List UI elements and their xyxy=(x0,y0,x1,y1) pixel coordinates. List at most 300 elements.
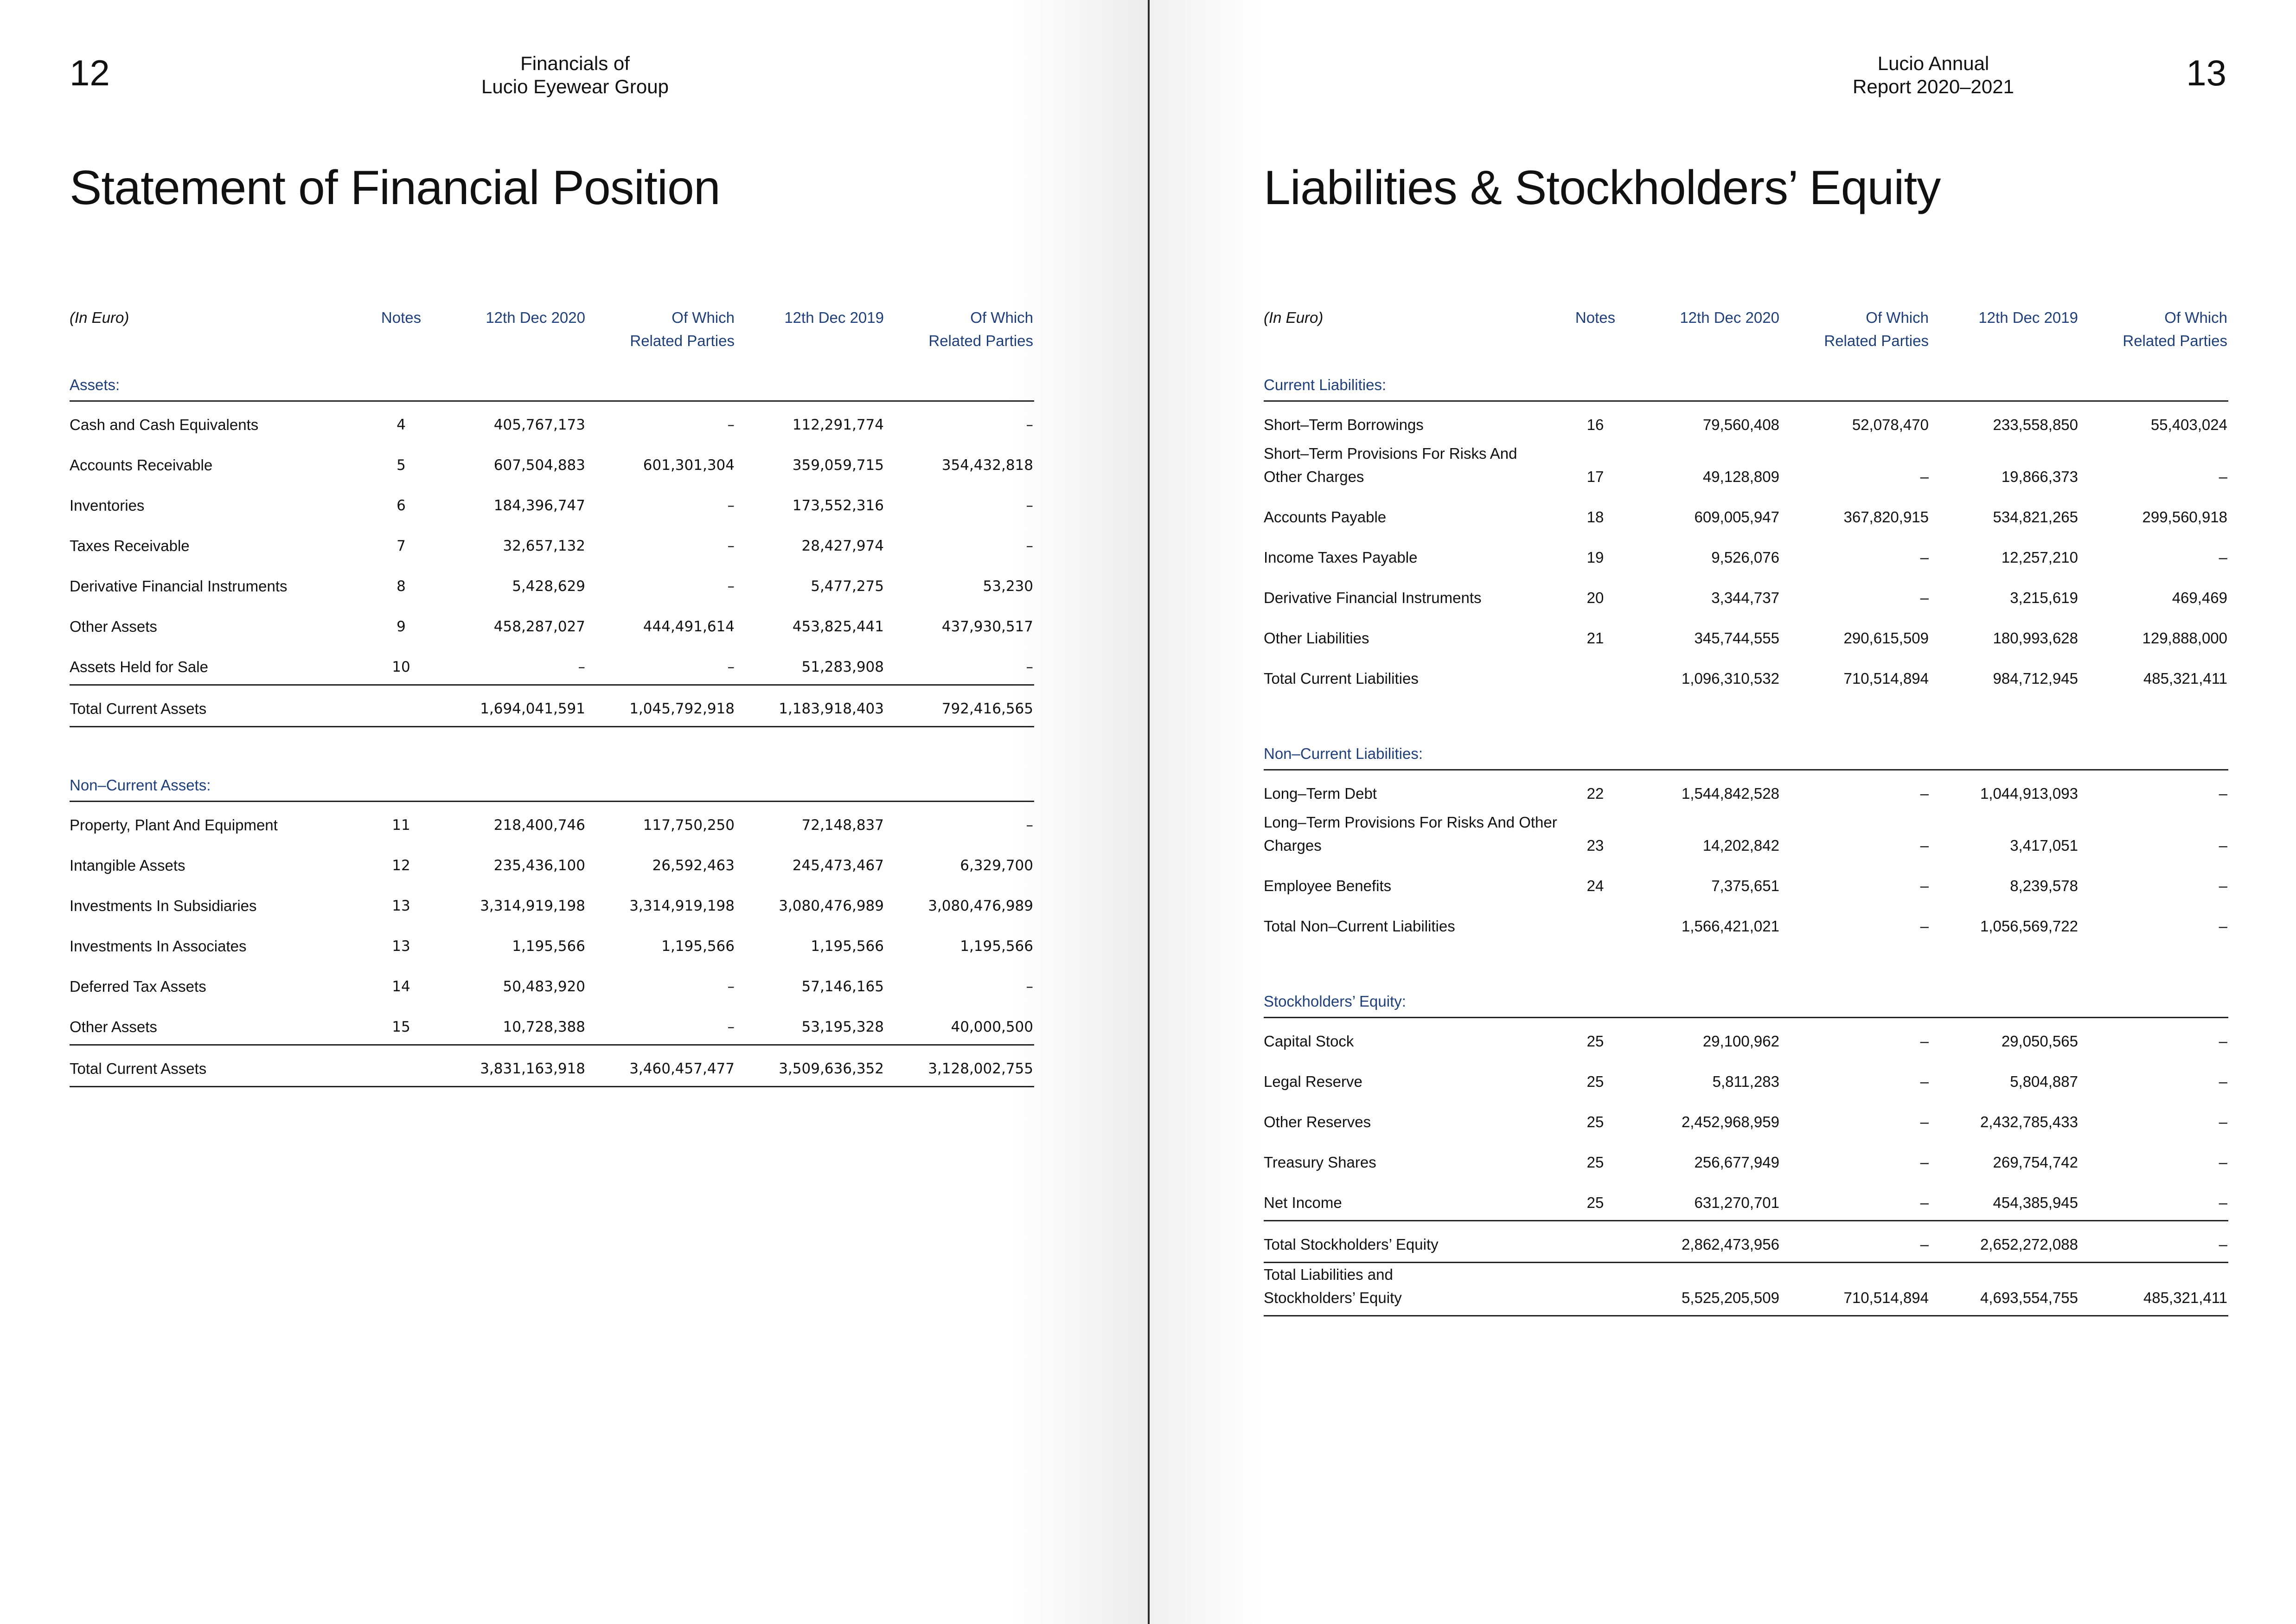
row-label-line: Stockholders’ Equity xyxy=(1264,1289,1402,1306)
row-value: 117,750,250 xyxy=(643,817,735,834)
row-label-line: Cash and Cash Equivalents xyxy=(70,416,259,433)
row-value: – xyxy=(727,978,735,995)
table-header xyxy=(70,306,1034,353)
total-row xyxy=(1264,655,2228,696)
row-label xyxy=(1264,667,1561,690)
row-value: 1,195,566 xyxy=(512,938,585,955)
row-value: – xyxy=(1920,1194,1929,1211)
table-row xyxy=(70,603,1034,644)
row-value: 1,183,918,403 xyxy=(779,700,884,717)
section-title xyxy=(1264,362,2228,402)
table-header xyxy=(1264,306,2228,353)
row-value: – xyxy=(1920,468,1929,485)
row-label xyxy=(70,575,366,598)
column-header-line: 12th Dec 2020 xyxy=(486,309,585,326)
row-label xyxy=(70,615,366,638)
column-header xyxy=(735,306,884,329)
row-value: 53,230 xyxy=(983,578,1033,595)
table-row xyxy=(70,563,1034,603)
section-title xyxy=(70,362,1034,402)
row-label xyxy=(70,1015,366,1039)
row-label xyxy=(70,814,366,837)
row-label xyxy=(1264,1030,1561,1053)
row-notes: 4 xyxy=(397,417,406,433)
row-label xyxy=(70,854,366,877)
row-label xyxy=(1264,627,1561,650)
financial-table xyxy=(1264,306,2228,1316)
row-value: – xyxy=(2219,1073,2227,1090)
row-value: 235,436,100 xyxy=(493,857,585,874)
table-row xyxy=(70,482,1034,523)
row-value: 609,005,947 xyxy=(1694,508,1779,526)
row-label xyxy=(1264,1070,1561,1093)
row-value: 984,712,945 xyxy=(1993,670,2078,687)
table-row xyxy=(1264,494,2228,534)
row-label xyxy=(1264,1233,1561,1256)
column-header xyxy=(884,306,1033,353)
row-label xyxy=(1264,915,1561,938)
row-value: 5,428,629 xyxy=(512,578,585,595)
financial-table xyxy=(70,306,1034,1087)
row-label-line: Employee Benefits xyxy=(1264,877,1392,894)
row-value: 485,321,411 xyxy=(2143,1289,2227,1306)
row-notes: 11 xyxy=(392,817,410,834)
row-value: 12,257,210 xyxy=(2001,549,2078,566)
column-header xyxy=(2078,306,2227,353)
row-label-line: Total Current Liabilities xyxy=(1264,670,1419,687)
table-row xyxy=(1264,402,2228,442)
row-notes: 18 xyxy=(1586,508,1604,526)
row-value: 7,375,651 xyxy=(1711,877,1779,894)
row-label-line: Income Taxes Payable xyxy=(1264,549,1418,566)
row-label xyxy=(70,494,366,517)
row-label-line: Total Current Assets xyxy=(70,1060,207,1077)
row-value: 2,432,785,433 xyxy=(1980,1113,2078,1130)
table-row xyxy=(1264,1099,2228,1139)
row-label xyxy=(70,454,366,477)
row-value: – xyxy=(1026,817,1033,834)
row-value: 290,615,509 xyxy=(1843,629,1929,647)
notes-header: Notes xyxy=(1575,309,1616,326)
row-value: 469,469 xyxy=(2172,589,2227,606)
row-value: 19,866,373 xyxy=(2001,468,2078,485)
row-notes: 12 xyxy=(392,857,410,874)
row-value: 184,396,747 xyxy=(493,497,585,514)
row-value: 3,080,476,989 xyxy=(779,898,884,914)
row-value: – xyxy=(1026,417,1033,433)
section-title-text: Current Liabilities: xyxy=(1264,376,1387,393)
row-value: 72,148,837 xyxy=(801,817,884,834)
row-value: 1,544,842,528 xyxy=(1681,785,1779,802)
row-value: – xyxy=(1920,589,1929,606)
row-value: – xyxy=(2219,1033,2227,1050)
unit-label: (In Euro) xyxy=(1264,309,1324,326)
row-notes: 17 xyxy=(1586,468,1604,485)
row-notes: 8 xyxy=(397,578,406,595)
row-value: 4,693,554,755 xyxy=(1980,1289,2078,1306)
column-header-line: 12th Dec 2019 xyxy=(1978,309,2078,326)
row-notes: 5 xyxy=(397,457,406,474)
row-value: 354,432,818 xyxy=(941,457,1033,474)
row-notes: 13 xyxy=(392,898,410,914)
row-label-line: Capital Stock xyxy=(1264,1033,1354,1050)
table-row xyxy=(70,842,1034,883)
row-value: – xyxy=(1920,785,1929,802)
row-value: 8,239,578 xyxy=(2010,877,2078,894)
row-value: 51,283,908 xyxy=(801,659,884,675)
row-value: 3,460,457,477 xyxy=(629,1060,735,1077)
row-value: 29,050,565 xyxy=(2001,1033,2078,1050)
page-number: 13 xyxy=(2186,52,2226,93)
section-title xyxy=(1264,731,2228,770)
row-value: – xyxy=(1920,549,1929,566)
row-label xyxy=(70,655,366,679)
row-value: – xyxy=(1026,659,1033,675)
section-title xyxy=(1264,978,2228,1018)
total-row xyxy=(70,684,1034,727)
row-value: – xyxy=(1920,918,1929,935)
row-value: 57,146,165 xyxy=(801,978,884,995)
row-label xyxy=(1264,782,1561,805)
total-row xyxy=(70,1044,1034,1087)
table-row xyxy=(1264,1018,2228,1059)
row-value: 5,804,887 xyxy=(2010,1073,2078,1090)
row-label-line: Accounts Payable xyxy=(1264,508,1387,526)
row-notes: 24 xyxy=(1586,877,1604,894)
running-head-line: Financials of xyxy=(520,52,630,74)
row-value: 710,514,894 xyxy=(1843,670,1929,687)
section-title-text: Non–Current Assets: xyxy=(70,777,211,794)
row-value: 3,831,163,918 xyxy=(480,1060,585,1077)
row-label-line: Other Charges xyxy=(1264,468,1364,485)
row-label xyxy=(70,697,366,720)
row-value: – xyxy=(2219,918,2227,935)
row-notes: 7 xyxy=(397,538,406,554)
row-label-line: Long–Term Provisions For Risks And Other xyxy=(1264,814,1557,831)
row-label xyxy=(1264,586,1561,610)
row-value: 28,427,974 xyxy=(801,538,884,554)
row-value: 453,825,441 xyxy=(792,618,884,635)
row-label-line: Total Liabilities and xyxy=(1264,1266,1393,1283)
column-header-line: Of Which xyxy=(2164,309,2227,326)
row-value: – xyxy=(1920,1236,1929,1253)
row-label-line: Other Liabilities xyxy=(1264,629,1369,647)
row-label xyxy=(70,1057,366,1080)
column-header xyxy=(585,306,735,353)
row-label xyxy=(1264,442,1561,488)
row-value: 345,744,555 xyxy=(1694,629,1779,647)
row-label-line: Total Stockholders’ Equity xyxy=(1264,1236,1439,1253)
row-label xyxy=(70,894,366,918)
unit-label: (In Euro) xyxy=(70,309,129,326)
row-label-line: Charges xyxy=(1264,837,1322,854)
row-value: – xyxy=(2219,1194,2227,1211)
row-value: 1,056,569,722 xyxy=(1980,918,2078,935)
row-value: 14,202,842 xyxy=(1702,837,1779,854)
row-value: 2,452,968,959 xyxy=(1681,1113,1779,1130)
row-value: – xyxy=(2219,468,2227,485)
row-value: 256,677,949 xyxy=(1694,1154,1779,1171)
row-notes: 13 xyxy=(392,938,410,955)
row-value: 1,566,421,021 xyxy=(1681,918,1779,935)
row-value: 3,314,919,198 xyxy=(629,898,735,914)
row-value: – xyxy=(578,659,585,675)
row-value: – xyxy=(1026,978,1033,995)
row-value: 5,811,283 xyxy=(1712,1073,1779,1090)
row-value: 5,525,205,509 xyxy=(1681,1289,1779,1306)
row-value: 245,473,467 xyxy=(792,857,884,874)
row-label-line: Short–Term Borrowings xyxy=(1264,416,1424,433)
row-value: 2,652,272,088 xyxy=(1980,1236,2078,1253)
section-title-text: Assets: xyxy=(70,376,120,393)
table-row xyxy=(1264,1180,2228,1220)
row-notes: 23 xyxy=(1586,837,1604,854)
row-value: 26,592,463 xyxy=(652,857,735,874)
table-row xyxy=(1264,534,2228,575)
page-title: Statement of Financial Position xyxy=(70,161,720,215)
row-value: 269,754,742 xyxy=(1993,1154,2078,1171)
table-row xyxy=(1264,615,2228,655)
notes-header: Notes xyxy=(381,309,422,326)
row-value: 3,417,051 xyxy=(2010,837,2078,854)
row-value: 1,195,566 xyxy=(661,938,735,955)
row-notes: 9 xyxy=(397,618,406,635)
row-label-line: Other Assets xyxy=(70,1018,157,1035)
page-title: Liabilities & Stockholders’ Equity xyxy=(1264,161,1941,215)
row-notes: 25 xyxy=(1586,1033,1604,1050)
row-value: 607,504,883 xyxy=(493,457,585,474)
column-header xyxy=(436,306,585,329)
row-value: – xyxy=(727,497,735,514)
row-value: 3,080,476,989 xyxy=(928,898,1033,914)
row-label-line: Derivative Financial Instruments xyxy=(70,578,288,595)
table-row xyxy=(70,402,1034,442)
row-label-line: Investments In Subsidiaries xyxy=(70,897,257,914)
row-label xyxy=(1264,506,1561,529)
row-label-line: Long–Term Debt xyxy=(1264,785,1377,802)
row-value: – xyxy=(2219,1154,2227,1171)
row-value: 29,100,962 xyxy=(1702,1033,1779,1050)
table-row xyxy=(70,963,1034,1004)
table-row xyxy=(70,442,1034,482)
row-notes: 25 xyxy=(1586,1194,1604,1211)
row-label xyxy=(1264,874,1561,898)
row-value: 218,400,746 xyxy=(493,817,585,834)
table-row xyxy=(1264,811,2228,863)
row-label xyxy=(70,534,366,558)
row-value: – xyxy=(727,538,735,554)
row-value: 10,728,388 xyxy=(503,1019,585,1035)
row-notes: 20 xyxy=(1586,589,1604,606)
row-label-line: Property, Plant And Equipment xyxy=(70,816,278,834)
row-label xyxy=(1264,1191,1561,1214)
column-header-line: 12th Dec 2019 xyxy=(784,309,884,326)
row-notes: 10 xyxy=(392,659,410,675)
row-value: 485,321,411 xyxy=(2143,670,2227,687)
row-value: 3,344,737 xyxy=(1711,589,1779,606)
row-label xyxy=(1264,413,1561,436)
row-notes: 22 xyxy=(1586,785,1604,802)
row-value: – xyxy=(2219,1113,2227,1130)
column-header-line: 12th Dec 2020 xyxy=(1680,309,1779,326)
row-notes: 14 xyxy=(392,978,410,995)
section-title-text: Stockholders’ Equity: xyxy=(1264,993,1406,1010)
row-value: 173,552,316 xyxy=(792,497,884,514)
row-value: 1,195,566 xyxy=(960,938,1033,955)
row-value: 50,483,920 xyxy=(503,978,585,995)
row-value: – xyxy=(2219,785,2227,802)
row-value: 444,491,614 xyxy=(643,618,735,635)
row-value: 1,195,566 xyxy=(811,938,884,955)
row-label-line: Accounts Receivable xyxy=(70,456,213,474)
row-value: 437,930,517 xyxy=(941,618,1033,635)
grand-total-row xyxy=(1264,1263,2228,1316)
table-row xyxy=(70,644,1034,684)
column-header-line: Of Which xyxy=(1866,309,1929,326)
table-row xyxy=(1264,863,2228,903)
row-notes: 19 xyxy=(1586,549,1604,566)
row-value: 367,820,915 xyxy=(1843,508,1929,526)
row-value: 5,477,275 xyxy=(811,578,884,595)
row-label-line: Net Income xyxy=(1264,1194,1342,1211)
running-head xyxy=(366,52,784,98)
row-notes: 6 xyxy=(397,497,406,514)
row-label xyxy=(70,975,366,998)
total-row xyxy=(1264,903,2228,944)
row-label-line: Legal Reserve xyxy=(1264,1073,1362,1090)
row-value: 3,128,002,755 xyxy=(928,1060,1033,1077)
row-notes: 25 xyxy=(1586,1154,1604,1171)
column-header xyxy=(1630,306,1779,329)
row-label xyxy=(1264,1263,1561,1309)
row-label xyxy=(70,935,366,958)
right-page xyxy=(1150,0,2296,1624)
row-label xyxy=(70,413,366,436)
row-value: – xyxy=(727,659,735,675)
row-value: 233,558,850 xyxy=(1993,416,2078,433)
row-value: 299,560,918 xyxy=(2142,508,2227,526)
row-value: 32,657,132 xyxy=(503,538,585,554)
column-header xyxy=(1779,306,1929,353)
table-row xyxy=(70,883,1034,923)
row-value: 9,526,076 xyxy=(1711,549,1779,566)
row-value: – xyxy=(2219,1236,2227,1253)
row-value: – xyxy=(727,1019,735,1035)
row-value: – xyxy=(1920,877,1929,894)
row-value: – xyxy=(1026,497,1033,514)
row-value: 129,888,000 xyxy=(2142,629,2227,647)
section-title xyxy=(70,762,1034,802)
table-row xyxy=(1264,1139,2228,1180)
column-header-line: Related Parties xyxy=(630,332,735,349)
row-label-line: Total Current Assets xyxy=(70,700,207,717)
section-title-text: Non–Current Liabilities: xyxy=(1264,745,1423,762)
row-value: 49,128,809 xyxy=(1702,468,1779,485)
row-value: 359,059,715 xyxy=(792,457,884,474)
table-row xyxy=(1264,770,2228,811)
row-value: – xyxy=(2219,837,2227,854)
row-value: – xyxy=(727,417,735,433)
row-value: – xyxy=(1026,538,1033,554)
row-label-line: Derivative Financial Instruments xyxy=(1264,589,1482,606)
row-value: 405,767,173 xyxy=(493,417,585,433)
row-notes: 21 xyxy=(1586,629,1604,647)
row-value: 3,314,919,198 xyxy=(480,898,585,914)
table-row xyxy=(1264,575,2228,615)
row-value: 631,270,701 xyxy=(1694,1194,1779,1211)
row-label-line: Investments In Associates xyxy=(70,937,247,955)
row-value: 1,096,310,532 xyxy=(1681,670,1779,687)
row-label-line: Taxes Receivable xyxy=(70,537,190,554)
row-notes: 25 xyxy=(1586,1073,1604,1090)
row-label-line: Short–Term Provisions For Risks And xyxy=(1264,445,1517,462)
row-value: 710,514,894 xyxy=(1843,1289,1929,1306)
row-value: 1,694,041,591 xyxy=(480,700,585,717)
row-value: 55,403,024 xyxy=(2150,416,2227,433)
column-header xyxy=(1929,306,2078,329)
table-row xyxy=(70,1004,1034,1044)
row-value: – xyxy=(1920,1113,1929,1130)
table-row xyxy=(70,523,1034,563)
row-value: – xyxy=(2219,549,2227,566)
row-value: 454,385,945 xyxy=(1993,1194,2078,1211)
row-value: 2,862,473,956 xyxy=(1681,1236,1779,1253)
row-value: 112,291,774 xyxy=(792,417,884,433)
row-value: – xyxy=(1920,1033,1929,1050)
row-value: – xyxy=(727,578,735,595)
table-row xyxy=(1264,442,2228,494)
row-value: 792,416,565 xyxy=(941,700,1033,717)
row-label-line: Deferred Tax Assets xyxy=(70,978,206,995)
column-header-line: Related Parties xyxy=(2123,332,2227,349)
row-label-line: Other Assets xyxy=(70,618,157,635)
row-value: – xyxy=(2219,877,2227,894)
running-head-line: Lucio Annual xyxy=(1877,52,1989,74)
column-header-line: Of Which xyxy=(672,309,735,326)
row-label xyxy=(1264,1110,1561,1134)
total-row xyxy=(1264,1220,2228,1263)
row-label-line: Total Non–Current Liabilities xyxy=(1264,918,1455,935)
table-row xyxy=(1264,1059,2228,1099)
row-label xyxy=(1264,1151,1561,1174)
row-notes: 25 xyxy=(1586,1113,1604,1130)
row-value: – xyxy=(1920,1154,1929,1171)
column-header-line: Related Parties xyxy=(1824,332,1929,349)
row-value: 52,078,470 xyxy=(1852,416,1929,433)
row-value: 40,000,500 xyxy=(951,1019,1033,1035)
row-label-line: Treasury Shares xyxy=(1264,1154,1376,1171)
running-head xyxy=(1725,52,2142,98)
row-value: – xyxy=(1920,837,1929,854)
column-header-line: Of Which xyxy=(970,309,1033,326)
row-value: 534,821,265 xyxy=(1993,508,2078,526)
row-value: 1,045,792,918 xyxy=(629,700,735,717)
table-row xyxy=(70,923,1034,963)
row-value: 6,329,700 xyxy=(960,857,1033,874)
page-number: 12 xyxy=(70,52,110,93)
table-row xyxy=(70,802,1034,842)
row-label-line: Inventories xyxy=(70,497,145,514)
row-label-line: Other Reserves xyxy=(1264,1113,1371,1130)
row-value: – xyxy=(1920,1073,1929,1090)
row-notes: 16 xyxy=(1586,416,1604,433)
row-label xyxy=(1264,546,1561,569)
row-label xyxy=(1264,811,1561,857)
row-value: 53,195,328 xyxy=(801,1019,884,1035)
row-label-line: Assets Held for Sale xyxy=(70,658,208,675)
row-value: 1,044,913,093 xyxy=(1980,785,2078,802)
row-value: 180,993,628 xyxy=(1993,629,2078,647)
